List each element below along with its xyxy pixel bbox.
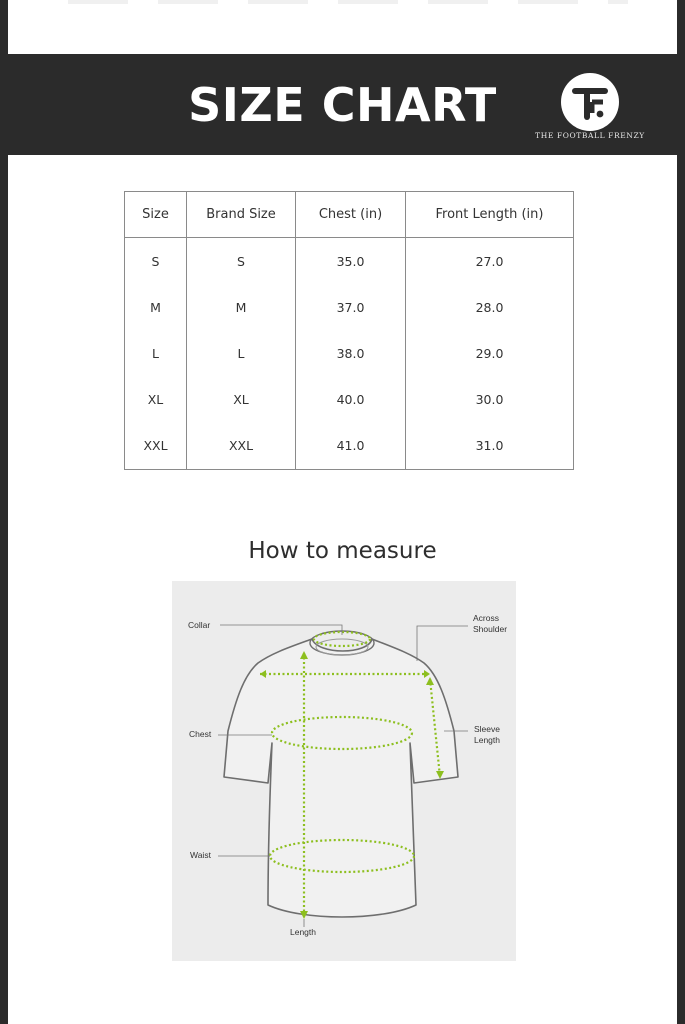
label-collar: Collar — [188, 620, 211, 630]
cell-front-length: 27.0 — [406, 238, 574, 285]
column-header-brand-size: Brand Size — [187, 192, 296, 238]
cell-front-length: 31.0 — [406, 423, 574, 470]
table-row — [125, 284, 574, 330]
cell-brand-size: XL — [187, 377, 296, 423]
cell-size: S — [125, 238, 187, 285]
size-chart-table — [124, 191, 574, 470]
cell-brand-size: S — [187, 238, 296, 285]
cell-chest: 37.0 — [296, 284, 406, 330]
label-chest: Chest — [189, 729, 212, 739]
cell-size: M — [125, 284, 187, 330]
table-row — [125, 377, 574, 423]
label-across-shoulder-line2: Shoulder — [473, 624, 508, 634]
column-header-front-length: Front Length (in) — [406, 192, 574, 238]
tf-logo-icon — [561, 73, 619, 131]
label-length: Length — [290, 927, 316, 937]
top-blank-area — [8, 0, 677, 54]
label-sleeve-length-line1: Sleeve — [474, 724, 500, 734]
cell-size: XL — [125, 377, 187, 423]
label-sleeve-length-line2: Length — [474, 735, 500, 745]
table-header-row — [125, 192, 574, 238]
cell-front-length: 30.0 — [406, 377, 574, 423]
table-row — [125, 238, 574, 285]
cell-brand-size: XXL — [187, 423, 296, 470]
cell-front-length: 29.0 — [406, 330, 574, 376]
cell-front-length: 28.0 — [406, 284, 574, 330]
tshirt-diagram-icon — [172, 581, 516, 961]
cell-chest: 38.0 — [296, 330, 406, 376]
cell-size: L — [125, 330, 187, 376]
cell-chest: 35.0 — [296, 238, 406, 285]
cell-size: XXL — [125, 423, 187, 470]
label-across-shoulder-line1: Across — [473, 613, 499, 623]
table-row — [125, 330, 574, 376]
column-header-size: Size — [125, 192, 187, 238]
cell-chest: 40.0 — [296, 377, 406, 423]
brand-name: THE FOOTBALL FRENZY — [535, 131, 645, 140]
page-title: SIZE CHART — [188, 78, 497, 132]
cell-chest: 41.0 — [296, 423, 406, 470]
column-header-chest: Chest (in) — [296, 192, 406, 238]
cell-brand-size: L — [187, 330, 296, 376]
how-to-measure-heading: How to measure — [248, 538, 437, 564]
measurement-diagram — [172, 581, 516, 961]
cell-brand-size: M — [187, 284, 296, 330]
table-row — [125, 423, 574, 470]
label-waist: Waist — [190, 850, 211, 860]
